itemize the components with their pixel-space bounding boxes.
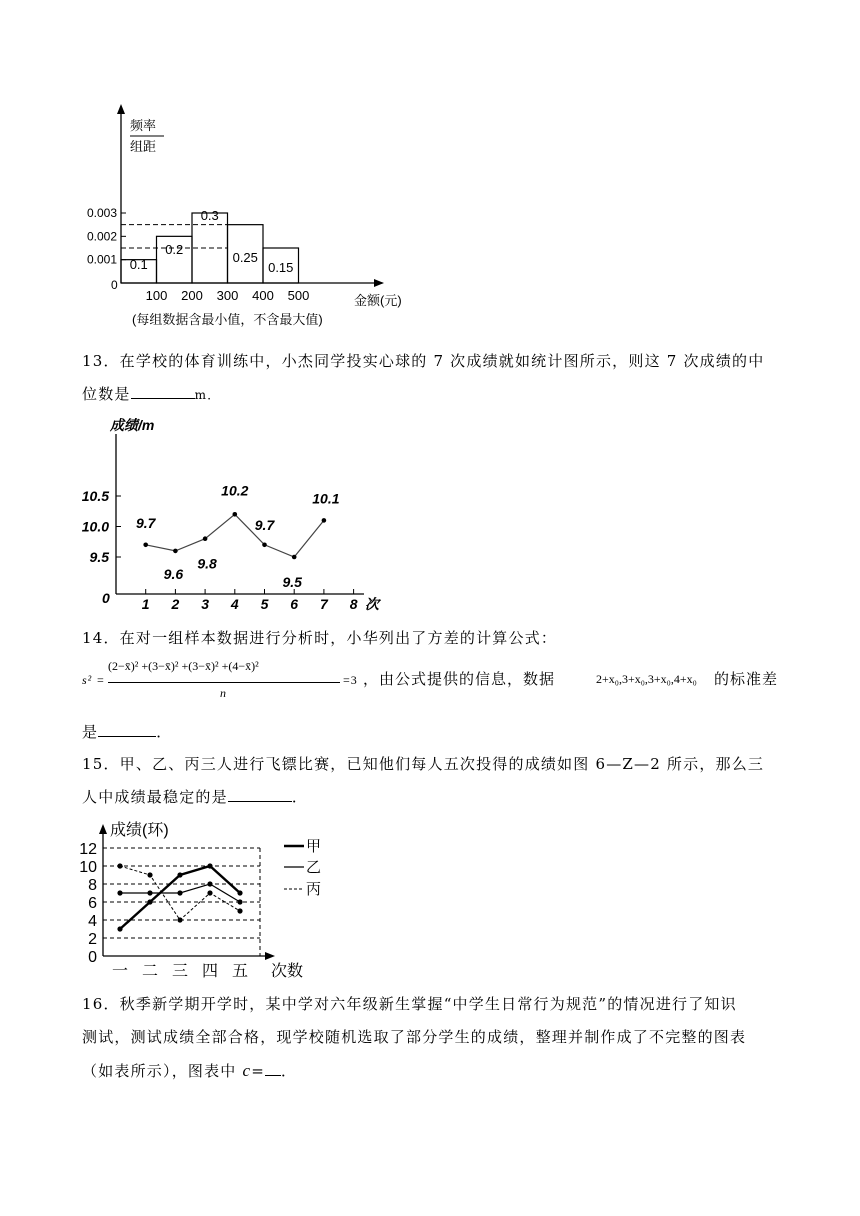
dart-chart-y-tick-label: 12 — [79, 841, 97, 858]
line-chart-ylabel: 成绩/m — [110, 417, 155, 433]
histogram-chart — [78, 100, 418, 332]
variance-formula — [82, 659, 792, 702]
histogram-ylabel-bottom: 组距 — [130, 139, 157, 154]
dart-chart-x-tick-label: 四 — [201, 963, 219, 980]
answer-blank-13[interactable] — [131, 380, 195, 399]
histogram-bar-label: 0.25 — [232, 250, 258, 265]
histogram-x-tick-label: 300 — [216, 288, 239, 303]
dart-chart-ylabel: 成绩(环) — [110, 822, 169, 839]
dart-series-point-3 — [207, 890, 212, 895]
line-chart-origin: 0 — [102, 590, 110, 606]
line-chart-x-tick-label: 1 — [141, 596, 150, 612]
line-chart-y-tick-label: 9.5 — [89, 549, 109, 565]
question-14-prefix: 是 — [82, 723, 99, 741]
dart-chart-x-tick-label: 五 — [231, 963, 249, 980]
formula-text: ，由公式提供的信息，数据 — [363, 670, 556, 688]
question-16-variable: c — [242, 1061, 252, 1080]
question-14-answer — [82, 716, 782, 749]
formula-tail: 的标准差 — [714, 670, 779, 688]
question-15 — [82, 748, 782, 814]
dart-scores-chart — [78, 818, 368, 982]
line-chart-y-tick-label: 10.0 — [81, 518, 109, 535]
question-15-line-1: 15．甲、乙、丙三人进行飞镖比赛，已知他们每人五次投得的成绩如图 6—Z—2 所示，那么三 — [82, 755, 765, 773]
dart-chart-x-tick-label: 一 — [111, 963, 129, 980]
question-16-suffix: ． — [281, 1062, 298, 1080]
line-chart-data-label: 9.8 — [197, 555, 217, 572]
line-chart-point — [203, 536, 208, 541]
line-chart-x-tick-label: 8 — [349, 596, 358, 612]
dart-series-point-1 — [147, 899, 152, 904]
dart-series-point-3 — [237, 908, 242, 913]
question-14-line-1: 14．在对一组样本数据进行分析时，小华列出了方差的计算公式： — [82, 629, 558, 647]
dart-series-point-3 — [177, 917, 182, 922]
dart-series-point-1 — [207, 863, 212, 868]
line-chart-point — [262, 543, 267, 548]
histogram-x-tick-label: 200 — [181, 288, 203, 303]
line-chart-x-tick-label: 5 — [260, 596, 269, 612]
formula-numerator: (2−x̄)² +(3−x̄)² +(3−x̄)² +(4−x̄)² — [108, 659, 259, 673]
line-chart-data-label: 9.7 — [254, 516, 275, 533]
dart-series-point-2 — [237, 899, 242, 904]
histogram-y-tick-label: 0.002 — [86, 229, 117, 244]
question-13-line-2 — [82, 378, 782, 412]
line-chart-series-line — [146, 514, 324, 557]
question-15-prefix: 人中成绩最稳定的是 — [82, 788, 228, 806]
question-16-line-2: 测试，测试成绩全部合格，现学校随机选取了部分学生的成绩，整理并制作成了不完整的图表 — [82, 1028, 747, 1046]
legend-label-bing: 丙 — [306, 881, 322, 898]
question-14-suffix: ． — [156, 723, 173, 741]
line-chart-data-label: 9.7 — [135, 514, 156, 531]
dart-chart-xlabel: 次数 — [271, 963, 304, 980]
dart-series-point-1 — [237, 890, 242, 895]
question-16-line-3 — [82, 1054, 782, 1088]
histogram-bar-label: 0.15 — [268, 260, 294, 275]
dart-chart-y-tick-label: 6 — [88, 895, 97, 912]
line-chart-y-tick-label: 10.5 — [81, 488, 109, 504]
question-15-line-2 — [82, 781, 782, 814]
dart-chart-y-tick-label: 4 — [88, 913, 97, 930]
legend-label-jia: 甲 — [306, 838, 322, 855]
histogram-bar-label: 0.2 — [165, 242, 184, 257]
dart-series-point-2 — [117, 890, 122, 895]
line-chart-point — [292, 555, 297, 560]
histogram-ylabel-top: 频率 — [130, 118, 157, 133]
dart-series-point-2 — [147, 890, 152, 895]
histogram-marks — [87, 206, 309, 303]
answer-blank-16[interactable] — [265, 1057, 281, 1076]
histogram-xlabel: 金额(元) — [354, 293, 402, 308]
formula-lhs: s² = — [82, 673, 106, 687]
dart-series-point-2 — [177, 890, 182, 895]
line-chart-marks — [82, 482, 358, 612]
question-15-suffix: ． — [291, 788, 309, 806]
line-chart-x-tick-label: 6 — [290, 596, 299, 612]
line-chart-data-label: 9.5 — [282, 574, 302, 590]
line-chart-xlabel: 次 — [365, 596, 379, 612]
histogram-bar-label: 0.1 — [129, 257, 148, 272]
line-chart-data-label: 10.1 — [312, 490, 340, 507]
line-chart-x-tick-label: 4 — [230, 596, 239, 612]
dart-series-point-2 — [207, 881, 212, 886]
dart-chart-y-tick-label: 2 — [88, 931, 97, 948]
formula-eq: =3 — [343, 673, 358, 687]
dart-chart-y-tick-label: 8 — [88, 877, 97, 894]
question-16-equals: = — [251, 1062, 266, 1080]
histogram-x-tick-label: 400 — [252, 288, 274, 303]
dart-legend — [284, 838, 321, 898]
question-16 — [82, 988, 782, 1088]
line-chart-x-tick-label: 3 — [201, 596, 209, 612]
line-chart-x-tick-label: 7 — [320, 596, 328, 612]
histogram-y-tick-label: 0.003 — [86, 206, 117, 221]
histogram-note: (每组数据含最小值，不含最大值) — [132, 312, 323, 327]
question-13 — [82, 345, 782, 412]
legend-label-yi: 乙 — [306, 859, 322, 876]
dart-chart-axes — [99, 824, 275, 960]
histogram-y-tick-label: 0.001 — [86, 252, 117, 267]
dart-chart-y-tick-label: 0 — [88, 949, 97, 966]
dart-series-point-1 — [117, 926, 122, 931]
line-chart-point — [143, 543, 148, 548]
question-13-unit: m． — [194, 388, 221, 402]
dart-series-point-3 — [117, 863, 122, 868]
line-chart-point — [233, 512, 238, 517]
line-chart-point — [173, 549, 178, 554]
dart-chart-x-tick-label: 三 — [171, 963, 189, 980]
dart-series-point-3 — [147, 872, 152, 877]
line-chart-point — [322, 518, 327, 523]
histogram-bar-label: 0.3 — [200, 208, 219, 223]
question-14 — [82, 622, 782, 655]
question-13-prefix: 位数是 — [82, 385, 131, 403]
dart-series-point-1 — [177, 872, 182, 877]
answer-blank-15[interactable] — [228, 783, 292, 802]
dart-chart-y-tick-label: 10 — [79, 859, 97, 876]
dart-chart-x-tick-label: 二 — [141, 963, 159, 980]
formula-fraction-bar — [108, 682, 340, 683]
formula-data: 2+x₀,3+x₀,3+x₀,4+x₀ — [596, 672, 697, 686]
line-chart-data-label: 9.6 — [163, 565, 184, 582]
formula-denominator: n — [220, 686, 227, 700]
dart-chart-marks — [79, 841, 260, 980]
question-16-prefix: （如表所示），图表中 — [82, 1062, 243, 1080]
histogram-x-tick-label: 100 — [145, 288, 168, 303]
question-13-line-1: 13．在学校的体育训练中，小杰同学投实心球的 7 次成绩就如统计图所示，则这 7 次成绩的中 — [82, 352, 765, 370]
line-chart-x-tick-label: 2 — [171, 596, 180, 612]
line-chart-data-label: 10.2 — [221, 482, 249, 499]
scores-line-chart — [78, 412, 398, 614]
histogram-x-tick-label: 500 — [287, 288, 310, 303]
answer-blank-14[interactable] — [98, 718, 156, 737]
histogram-origin: 0 — [111, 278, 118, 292]
question-16-line-1: 16．秋季新学期开学时，某中学对六年级新生掌握“中学生日常行为规范”的情况进行了知识 — [82, 995, 737, 1013]
